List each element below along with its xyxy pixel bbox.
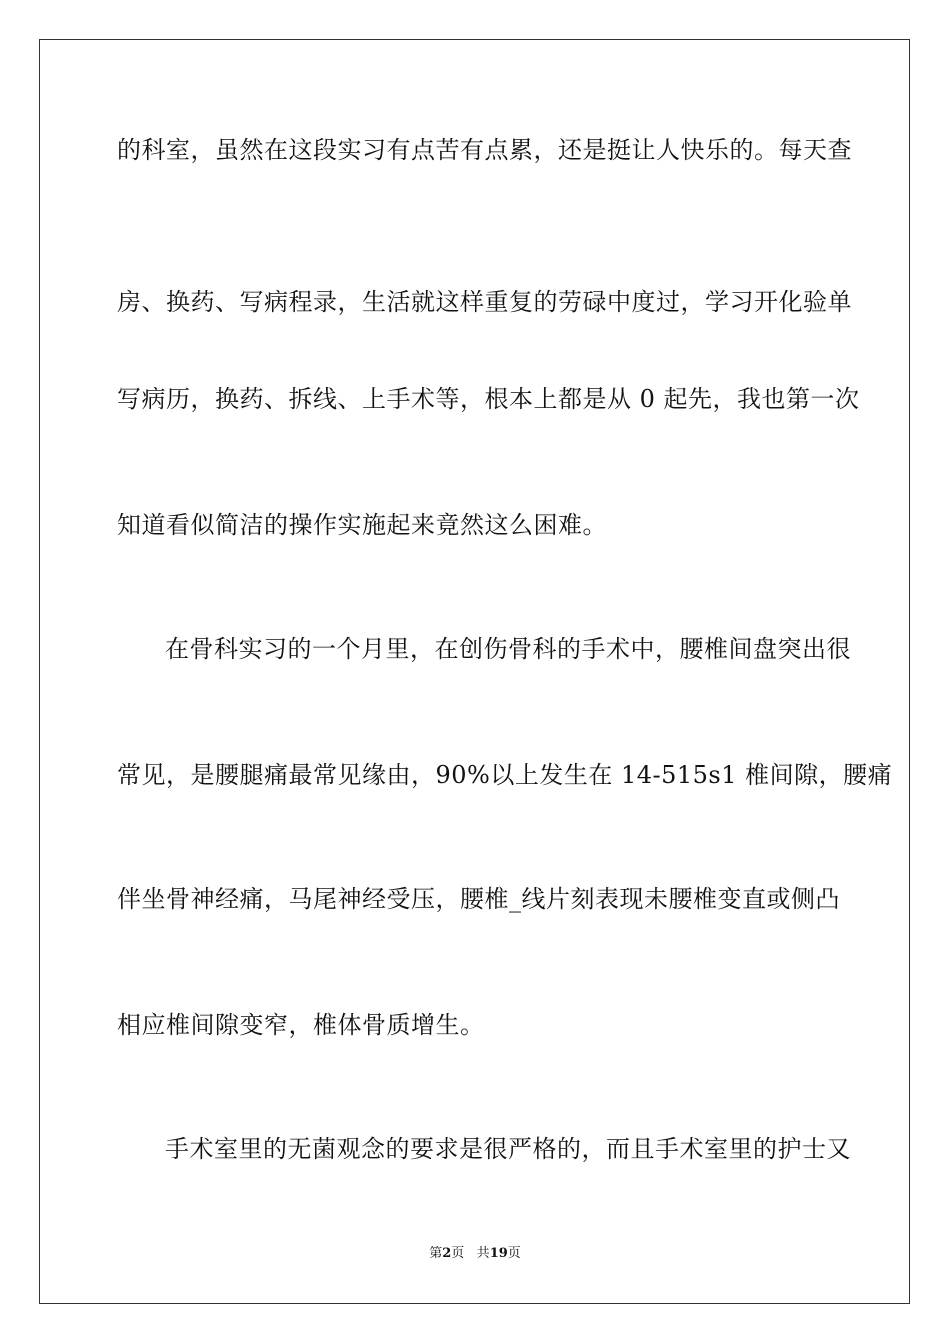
page-total: 19 <box>489 1246 508 1261</box>
text-line: 知道看似简洁的操作实施起来竟然这么困难。 <box>117 511 607 539</box>
total-unit: 页 <box>507 1246 521 1261</box>
text-line: 相应椎间隙变窄，椎体骨质增生。 <box>117 1011 485 1039</box>
text-line: 房、换药、写病程录，生活就这样重复的劳碌中度过，学习开化验单 <box>117 288 852 316</box>
text-line: 写病历，换药、拆线、上手术等，根本上都是从 0 起先，我也第一次 <box>117 385 860 413</box>
page-border <box>39 39 910 1304</box>
paragraph-first-line: 手术室里的无菌观念的要求是很严格的，而且手术室里的护士又 <box>165 1135 851 1163</box>
page-unit: 页 <box>451 1246 465 1261</box>
paragraph-first-line: 在骨科实习的一个月里，在创伤骨科的手术中，腰椎间盘突出很 <box>165 635 851 663</box>
text-line: 的科室，虽然在这段实习有点苦有点累，还是挺让人快乐的。每天查 <box>117 136 852 164</box>
total-prefix: 共 <box>476 1246 490 1261</box>
page-current: 2 <box>442 1246 452 1261</box>
text-line: 常见，是腰腿痛最常见缘由，90%以上发生在 14-515s1 椎间隙，腰痛 <box>117 761 893 789</box>
page-prefix: 第 <box>429 1246 443 1261</box>
text-line: 伴坐骨神经痛，马尾神经受压，腰椎_线片刻表现未腰椎变直或侧凸 <box>117 885 840 913</box>
page-footer <box>0 1245 950 1263</box>
